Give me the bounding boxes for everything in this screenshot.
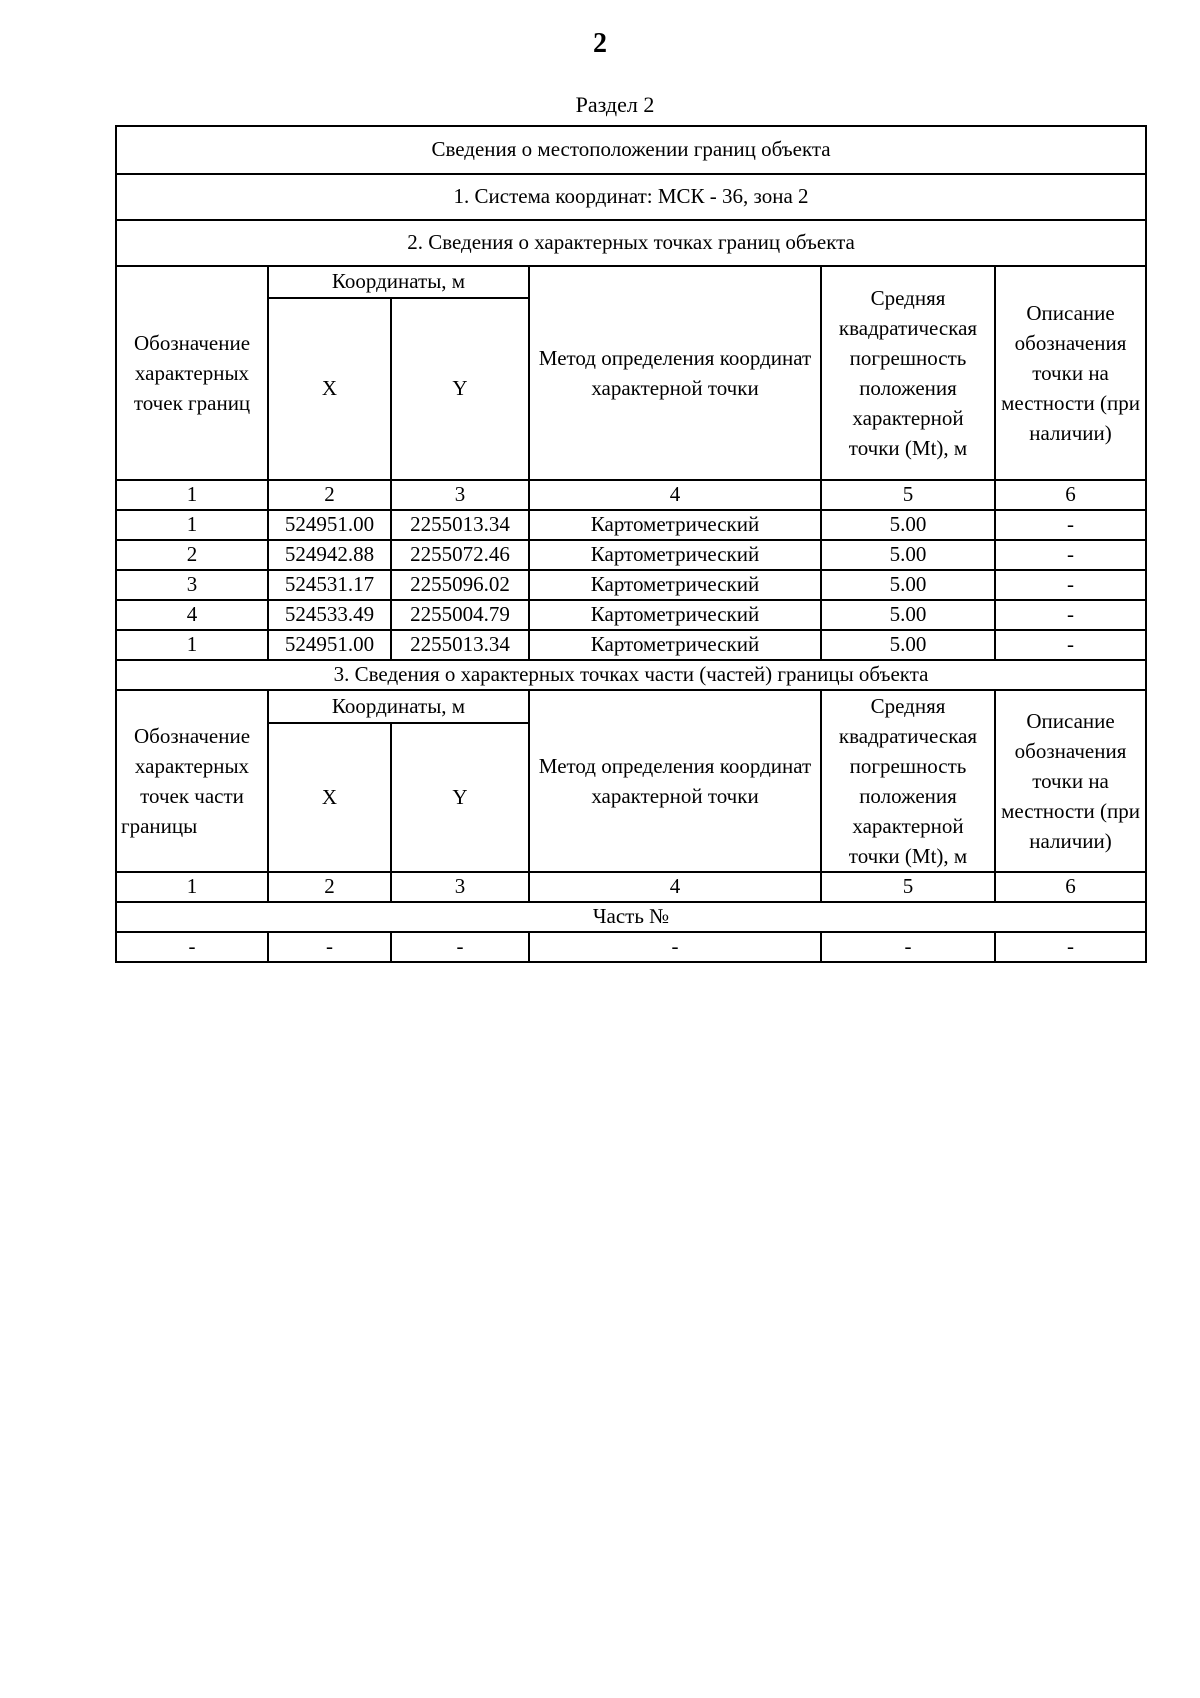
header-error: Средняя квадратическая погрешность положения характерной точки (Mt), м <box>821 266 995 480</box>
point-number: 2 <box>116 540 268 570</box>
col-num-2: 2 <box>268 480 391 510</box>
header-method: Метод определения координат характерной точки <box>529 266 821 480</box>
point-desc: - <box>995 630 1146 660</box>
point-method: Картометрический <box>529 570 821 600</box>
point-y: 2255013.34 <box>391 630 529 660</box>
parts-header-designation: Обозначение характерных точек части границы <box>116 690 268 872</box>
parts-col-num-1: 1 <box>116 872 268 902</box>
point-y: 2255072.46 <box>391 540 529 570</box>
parts-column-numbers-row <box>116 872 1146 902</box>
point-mt: 5.00 <box>821 540 995 570</box>
point-x: 524533.49 <box>268 600 391 630</box>
points-heading: 2. Сведения о характерных точках границ объекта <box>116 220 1146 266</box>
point-number: 4 <box>116 600 268 630</box>
table-row <box>116 510 1146 540</box>
point-number: 1 <box>116 630 268 660</box>
point-x: 524531.17 <box>268 570 391 600</box>
table-title: Сведения о местоположении границ объекта <box>116 126 1146 174</box>
point-y: 2255013.34 <box>391 510 529 540</box>
parts-header-coords: Координаты, м <box>268 690 529 723</box>
coord-system-row <box>116 174 1146 220</box>
col-num-6: 6 <box>995 480 1146 510</box>
point-number: 1 <box>116 510 268 540</box>
part-empty-row <box>116 932 1146 962</box>
table-row <box>116 630 1146 660</box>
col-num-5: 5 <box>821 480 995 510</box>
header-coords: Координаты, м <box>268 266 529 298</box>
col-num-3: 3 <box>391 480 529 510</box>
point-desc: - <box>995 570 1146 600</box>
part-cell: - <box>268 932 391 962</box>
point-y: 2255004.79 <box>391 600 529 630</box>
point-x: 524942.88 <box>268 540 391 570</box>
part-label-row <box>116 902 1146 932</box>
col-num-4: 4 <box>529 480 821 510</box>
point-method: Картометрический <box>529 510 821 540</box>
parts-heading: 3. Сведения о характерных точках части (частей) границы объекта <box>116 660 1146 690</box>
point-mt: 5.00 <box>821 570 995 600</box>
parts-col-num-2: 2 <box>268 872 391 902</box>
header-x: X <box>268 298 391 480</box>
part-cell: - <box>529 932 821 962</box>
parts-col-num-3: 3 <box>391 872 529 902</box>
parts-col-num-6: 6 <box>995 872 1146 902</box>
parts-header-x: X <box>268 723 391 872</box>
page-number: 2 <box>593 28 607 59</box>
point-mt: 5.00 <box>821 600 995 630</box>
point-desc: - <box>995 510 1146 540</box>
parts-col-num-4: 4 <box>529 872 821 902</box>
title-row <box>116 126 1146 174</box>
part-cell: - <box>116 932 268 962</box>
point-desc: - <box>995 540 1146 570</box>
table-row <box>116 600 1146 630</box>
point-desc: - <box>995 600 1146 630</box>
parts-header-error: Средняя квадратическая погрешность положения характерной точки (Mt), м <box>821 690 995 872</box>
parts-header-row-1 <box>116 690 1146 723</box>
header-row-1 <box>116 266 1146 298</box>
table-row <box>116 540 1146 570</box>
table-row <box>116 570 1146 600</box>
part-cell: - <box>391 932 529 962</box>
point-number: 3 <box>116 570 268 600</box>
part-cell: - <box>995 932 1146 962</box>
parts-heading-row <box>116 660 1146 690</box>
point-mt: 5.00 <box>821 510 995 540</box>
point-method: Картометрический <box>529 540 821 570</box>
section-label: Раздел 2 <box>575 92 655 117</box>
coord-system: 1. Система координат: МСК - 36, зона 2 <box>116 174 1146 220</box>
boundary-table <box>115 125 1147 963</box>
point-mt: 5.00 <box>821 630 995 660</box>
point-method: Картометрический <box>529 600 821 630</box>
parts-header-y: Y <box>391 723 529 872</box>
header-y: Y <box>391 298 529 480</box>
parts-header-description: Описание обозначения точки на местности (при наличии) <box>995 690 1146 872</box>
parts-col-num-5: 5 <box>821 872 995 902</box>
header-designation: Обозначение характерных точек границ <box>116 266 268 480</box>
column-numbers-row <box>116 480 1146 510</box>
parts-header-method: Метод определения координат характерной точки <box>529 690 821 872</box>
point-y: 2255096.02 <box>391 570 529 600</box>
point-method: Картометрический <box>529 630 821 660</box>
part-label: Часть № <box>116 902 1146 932</box>
col-num-1: 1 <box>116 480 268 510</box>
part-cell: - <box>821 932 995 962</box>
header-description: Описание обозначения точки на местности (при наличии) <box>995 266 1146 480</box>
points-heading-row <box>116 220 1146 266</box>
point-x: 524951.00 <box>268 630 391 660</box>
point-x: 524951.00 <box>268 510 391 540</box>
